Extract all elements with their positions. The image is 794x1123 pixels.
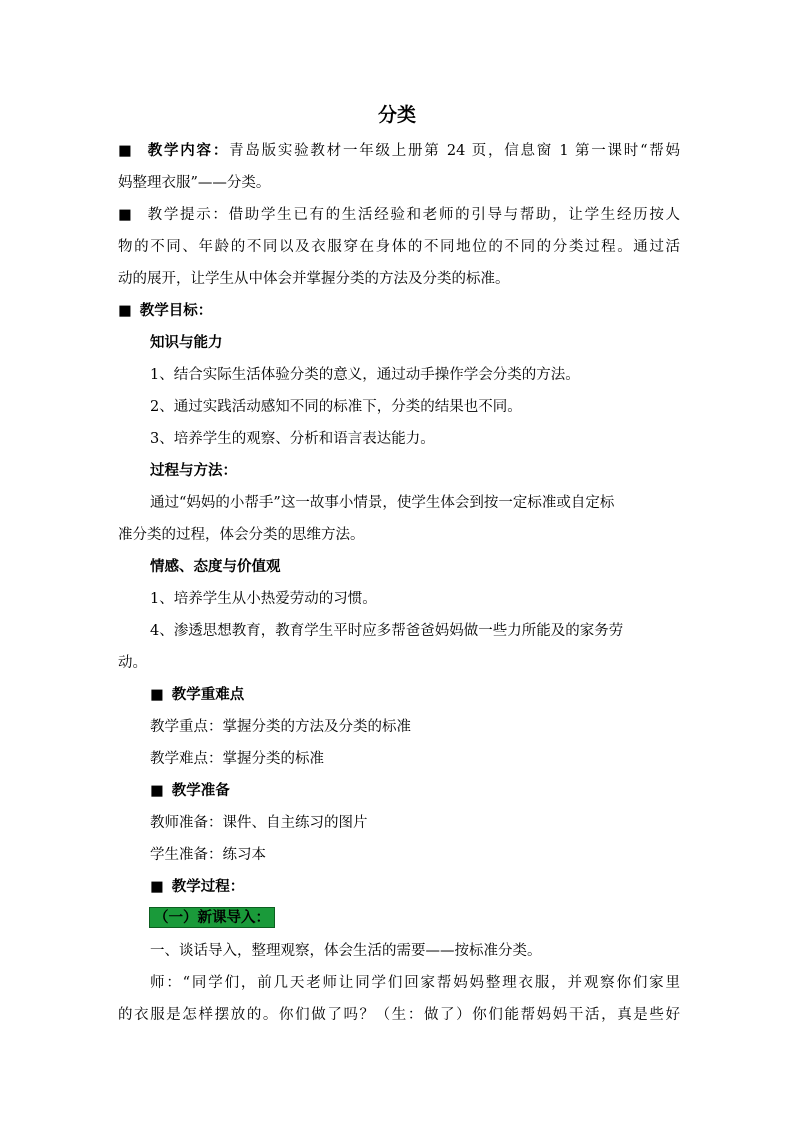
content-line-1 — [118, 141, 680, 161]
dialogue-line-1: 师：“同学们，前几天老师让同学们回家帮妈妈整理衣服，并观察你们家里 — [150, 975, 680, 991]
subheading-knowledge: 知识与能力 — [150, 334, 223, 351]
new-lesson-highlight: （一）新课导入： — [150, 908, 274, 927]
subheading-process: 过程与方法： — [150, 462, 237, 479]
goal-item: 2、通过实践活动感知不同的标准下，分类的结果也不同。 — [150, 399, 522, 415]
hint-line-3: 动的展开，让学生从中体会并掌握分类的方法及分类的标准。 — [118, 271, 510, 287]
keypoint-item: 教学重点：掌握分类的方法及分类的标准 — [150, 719, 411, 735]
square-bullet-icon: ■ — [150, 782, 164, 799]
section-label: 教学目标： — [139, 302, 213, 319]
square-bullet-icon: ■ — [150, 686, 164, 703]
section-label: 教学重难点 — [171, 686, 245, 703]
square-bullet-icon: ■ — [118, 302, 132, 319]
section-label: 教学过程： — [171, 878, 245, 895]
dialogue-line-2: 的衣服是怎样摆放的。你们做了吗？（生：做了）你们能帮妈妈干活，真是些好 — [118, 1007, 680, 1023]
attitude-item: 1、培养学生从小热爱劳动的习惯。 — [150, 591, 377, 607]
procedure-step: 一、谈话导入，整理观察，体会生活的需要——按标准分类。 — [150, 943, 542, 959]
process-line-2: 准分类的过程，体会分类的思维方法。 — [118, 527, 365, 543]
highlight-line — [150, 908, 712, 928]
prep-student: 学生准备：练习本 — [150, 847, 266, 863]
hint-line-2: 物的不同、年龄的不同以及衣服穿在身体的不同地位的不同的分类过程。通过活 — [118, 239, 680, 255]
section-label: 教学准备 — [171, 782, 230, 799]
section-label: 教学内容： — [146, 142, 230, 159]
attitude-item: 4、渗透思想教育，教育学生平时应多帮爸爸妈妈做一些力所能及的家务劳 — [150, 623, 624, 639]
keypoints-heading — [150, 685, 712, 705]
hint-line-1 — [118, 205, 680, 225]
prep-teacher: 教师准备：课件、自主练习的图片 — [150, 815, 368, 831]
square-bullet-icon: ■ — [118, 143, 132, 159]
subheading-attitude: 情感、态度与价值观 — [150, 558, 281, 575]
square-bullet-icon: ■ — [150, 878, 164, 895]
paragraph-text: 教学提示：借助学生已有的生活经验和老师的引导与帮助，让学生经历按人 — [146, 207, 680, 223]
attitude-item-cont: 动。 — [118, 655, 147, 671]
square-bullet-icon: ■ — [118, 207, 132, 223]
difficulty-item: 教学难点：掌握分类的标准 — [150, 751, 324, 767]
prep-heading — [150, 781, 712, 801]
content-line-2: 妈整理衣服”——分类。 — [118, 175, 271, 191]
goal-item: 1、结合实际生活体验分类的意义，通过动手操作学会分类的方法。 — [150, 367, 580, 383]
doc-title: 分类 — [377, 104, 416, 126]
process-line-1: 通过“妈妈的小帮手”这一故事小情景，使学生体会到按一定标准或自定标 — [150, 495, 615, 511]
paragraph-text: 青岛版实验教材一年级上册第 24 页，信息窗 1 第一课时“帮妈 — [229, 143, 681, 159]
goals-heading — [118, 301, 680, 321]
goal-item: 3、培养学生的观察、分析和语言表达能力。 — [150, 431, 435, 447]
procedure-heading — [150, 877, 712, 897]
